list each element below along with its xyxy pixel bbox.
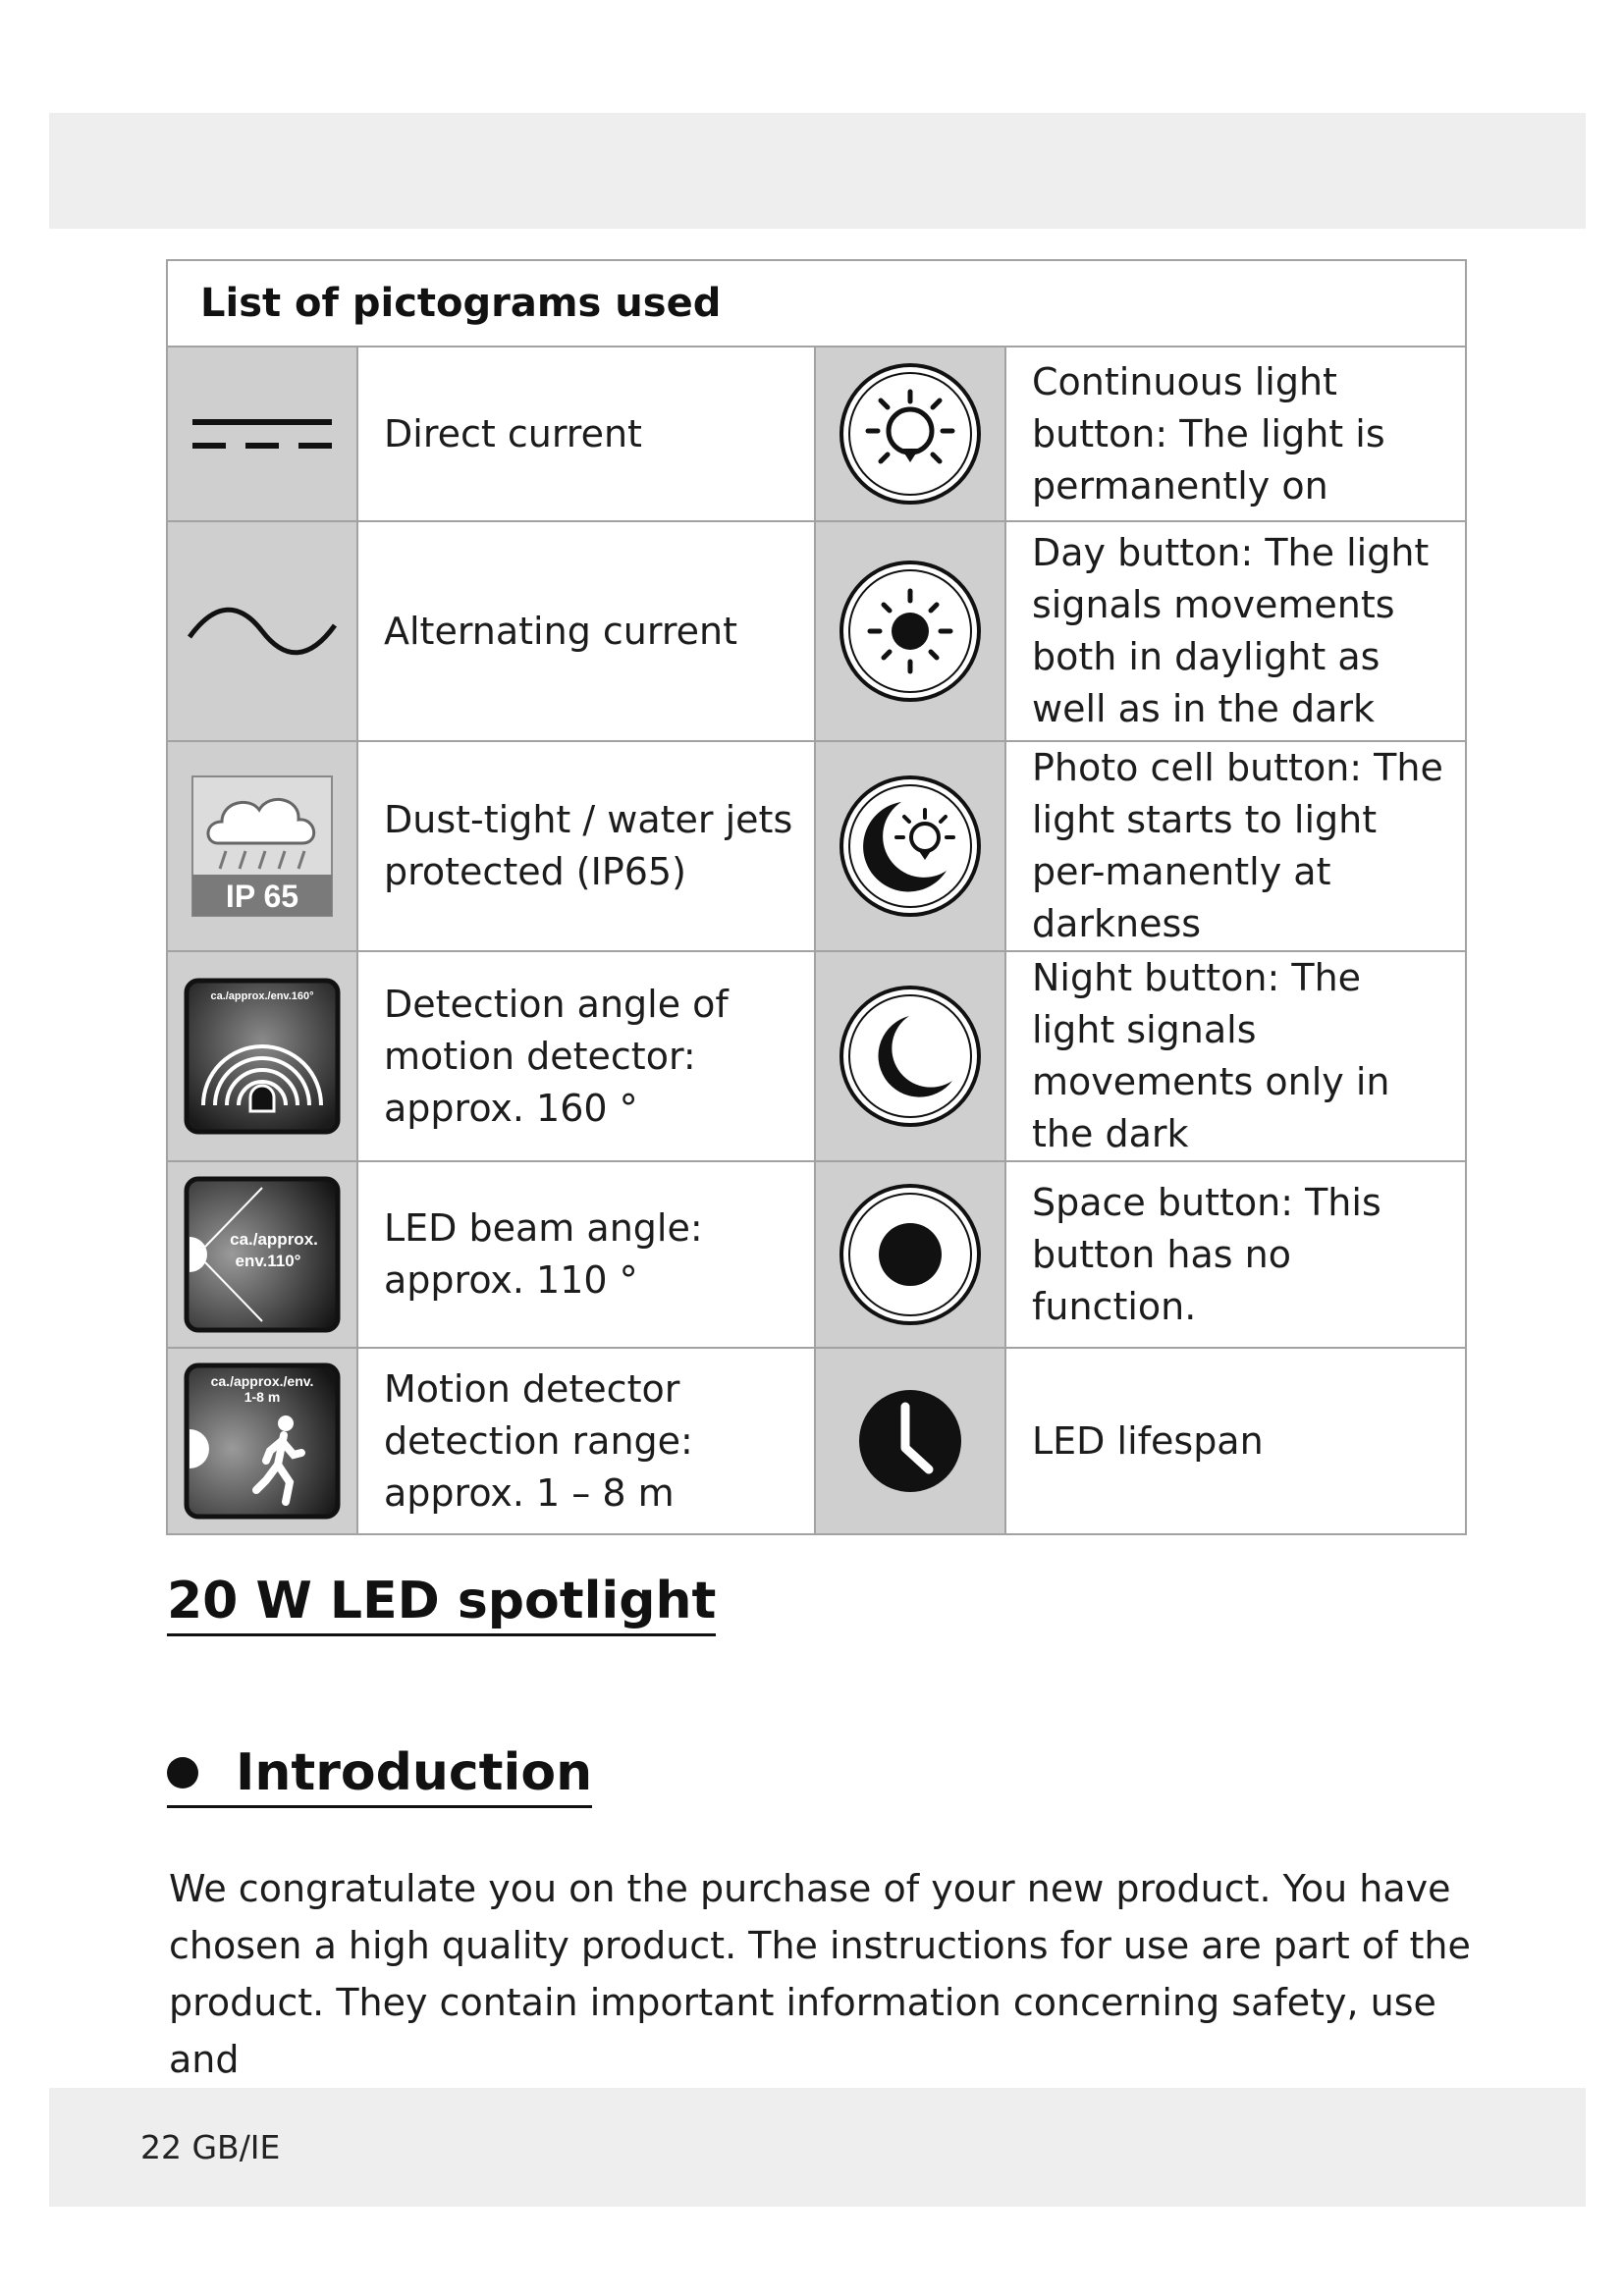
product-heading: 20 W LED spotlight [167,1571,716,1636]
pictogram-label: Dust-tight / water jets protected (IP65) [357,741,815,951]
pictogram-label: Motion detector detection range: approx. 1 – 8 m [357,1348,815,1534]
led-beam-angle-icon [167,1161,357,1348]
table-row [167,951,1466,1161]
pictogram-label: Direct current [357,347,815,521]
pictogram-label: LED beam angle: approx. 110 ° [357,1161,815,1348]
day-button-icon [815,521,1005,741]
table-row [167,521,1466,741]
night-button-icon [815,951,1005,1161]
page-number: 22 GB/IE [140,2128,281,2166]
beam-angle-icon-label-1: ca./approx. [230,1230,318,1249]
pictogram-label: Space button: This button has no function. [1005,1161,1466,1348]
table-row [167,347,1466,521]
pictogram-label: Continuous light button: The light is permanently on [1005,347,1466,521]
pictogram-label: Night button: The light signals movements only in the dark [1005,951,1466,1161]
clock-icon [815,1348,1005,1534]
introduction-paragraph: We congratulate you on the purchase of your new product. You have chosen a high quality product. The instructions for use are part of the product. They contain important information concerning safety, use and [169,1867,1471,2081]
pictogram-label: Photo cell button: The light starts to light per-manently at darkness [1005,741,1466,951]
photo-cell-button-icon [815,741,1005,951]
ip65-icon [167,741,357,951]
beam-angle-icon-label-2: env.110° [235,1252,301,1270]
continuous-light-button-icon [815,347,1005,521]
table-row [167,1161,1466,1348]
space-button-icon [815,1161,1005,1348]
range-icon-label-2: 1-8 m [244,1389,281,1405]
detection-angle-icon-label: ca./approx./env.160° [210,990,314,1002]
range-icon-label-1: ca./approx./env. [210,1373,314,1389]
pictogram-label: LED lifespan [1005,1348,1466,1534]
alternating-current-icon [167,521,357,741]
bullet-icon [167,1757,198,1789]
ip65-label: IP 65 [225,879,299,914]
detection-range-icon [167,1348,357,1534]
header-band [49,113,1586,229]
table-title: List of pictograms used [167,260,1466,347]
pictogram-label: Day button: The light signals movements both in daylight as well as in the dark [1005,521,1466,741]
introduction-heading-text: Introduction [236,1743,593,1802]
pictogram-table [166,259,1467,1535]
table-row [167,741,1466,951]
table-row [167,1348,1466,1534]
detection-angle-icon [167,951,357,1161]
direct-current-icon [167,347,357,521]
introduction-heading [167,1742,592,1808]
pictogram-label: Detection angle of motion detector: approx. 160 ° [357,951,815,1161]
pictogram-label: Alternating current [357,521,815,741]
